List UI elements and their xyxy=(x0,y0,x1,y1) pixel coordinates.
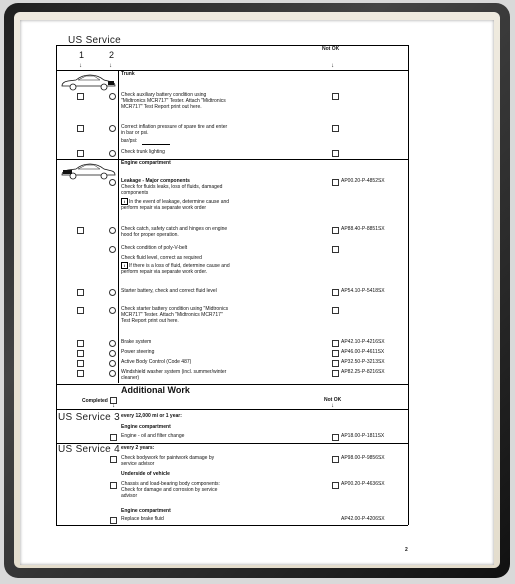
item-text: Windshield washer system (incl. summer/winter cleaner) xyxy=(121,369,227,382)
radio-circle[interactable] xyxy=(109,350,116,357)
radio-circle[interactable] xyxy=(109,150,116,157)
not-ok-label: Not OK xyxy=(324,397,342,403)
page-number: 2 xyxy=(405,547,408,553)
item-text: Check condition of poly-V-belt xyxy=(121,245,188,251)
item-text: Correct inflation pressure of spare tire and enter in bar or psi. xyxy=(121,124,228,137)
not-ok-checkbox[interactable] xyxy=(332,340,339,347)
service-4-item: Check bodywork for paintwork damage by service advisor xyxy=(121,455,215,468)
reference-code: AP00.20-P-4636SX xyxy=(341,481,385,487)
service-4-item: Replace brake fluid xyxy=(121,516,164,522)
checkbox[interactable] xyxy=(77,340,84,347)
checkbox[interactable] xyxy=(77,150,84,157)
item-note-text: In the event of leakage, determine cause and perform repair via separate work order xyxy=(121,198,230,212)
reference-code: AP46.00-P-4611SX xyxy=(341,349,385,355)
not-ok-header: Not OK xyxy=(322,46,340,52)
reference-code: AP18.00-P-1811SX xyxy=(341,433,385,439)
document-page xyxy=(20,20,494,565)
table-rule xyxy=(56,525,408,526)
checkbox[interactable] xyxy=(77,289,84,296)
arrow-down-icon: ↓ xyxy=(331,63,334,69)
item-text: Active Body Control (Code 487) xyxy=(121,359,192,365)
checkbox[interactable] xyxy=(110,517,117,524)
item-text: Brake system xyxy=(121,339,152,345)
info-icon: i xyxy=(121,198,128,205)
arrow-down-icon: ↓ xyxy=(109,63,112,69)
item-heading: Leakage - Major components xyxy=(121,178,190,184)
reference-code: AP54.10-P-5418SX xyxy=(341,288,385,294)
not-ok-checkbox[interactable] xyxy=(332,456,339,463)
column-1-label: 1 xyxy=(79,50,85,60)
reference-code: AP32.50-P-3213SX xyxy=(341,359,385,365)
service-4-interval: every 2 years: xyxy=(121,445,155,451)
not-ok-checkbox[interactable] xyxy=(332,482,339,489)
not-ok-checkbox[interactable] xyxy=(332,179,339,186)
not-ok-checkbox[interactable] xyxy=(332,350,339,357)
item-text: Check auxiliary battery condition using "Midtronics MCR717" Tester. Attach "Midtronics MCR717" Test Report print out here. xyxy=(121,92,226,111)
not-ok-checkbox[interactable] xyxy=(332,246,339,253)
service-3-item: Engine - oil and filter change xyxy=(121,433,185,439)
service-4-title: US Service 4 xyxy=(58,444,120,455)
checkbox[interactable] xyxy=(77,360,84,367)
radio-circle[interactable] xyxy=(109,370,116,377)
item-note-text: If there is a loss of fluid, determine cause and perform repair via separate work order. xyxy=(121,262,230,276)
checkbox[interactable] xyxy=(77,350,84,357)
item-text: Check fluid level, correct as required xyxy=(121,255,202,261)
table-rule xyxy=(56,384,408,385)
checkbox[interactable] xyxy=(110,482,117,489)
not-ok-checkbox[interactable] xyxy=(332,360,339,367)
not-ok-checkbox[interactable] xyxy=(332,307,339,314)
arrow-down-icon: ↓ xyxy=(79,63,82,69)
input-line[interactable] xyxy=(142,144,170,145)
service-3-title: US Service 3 xyxy=(58,412,120,423)
radio-circle[interactable] xyxy=(109,307,116,314)
not-ok-checkbox[interactable] xyxy=(332,289,339,296)
item-text: Check catch, safety catch and hinges on engine hood for proper operation. xyxy=(121,226,228,239)
not-ok-checkbox[interactable] xyxy=(332,93,339,100)
item-note xyxy=(121,262,231,275)
not-ok-checkbox[interactable] xyxy=(332,370,339,377)
item-text: Check starter battery condition using "Midtronics MCR717" Tester. Attach "Midtronics MCR717" Test Report print out here. xyxy=(121,306,229,325)
radio-circle[interactable] xyxy=(109,289,116,296)
radio-circle[interactable] xyxy=(109,246,116,253)
car-trunk-icon xyxy=(60,73,116,91)
table-rule xyxy=(56,45,408,46)
item-text: bar/psi: xyxy=(121,138,138,144)
table-rule xyxy=(56,409,408,410)
table-border-right xyxy=(408,45,409,525)
column-2-label: 2 xyxy=(109,50,115,60)
checkbox[interactable] xyxy=(77,125,84,132)
service-4-item: Chassis and load-bearing body components: Check for damage and corrosion by service advisor xyxy=(121,481,220,500)
service-4-section: Engine compartment xyxy=(121,508,171,514)
checkbox[interactable] xyxy=(110,456,117,463)
not-ok-checkbox[interactable] xyxy=(332,150,339,157)
radio-circle[interactable] xyxy=(109,179,116,186)
not-ok-checkbox[interactable] xyxy=(332,434,339,441)
additional-work-title: Additional Work xyxy=(121,385,190,395)
info-icon: i xyxy=(121,262,128,269)
arrow-down-icon: ↓ xyxy=(112,403,115,409)
item-text: Starter battery, check and correct fluid level xyxy=(121,288,217,294)
column-divider xyxy=(118,70,119,383)
table-border-left xyxy=(56,45,57,525)
radio-circle[interactable] xyxy=(109,360,116,367)
item-text: Check for fluids leaks, loss of fluids, damaged components xyxy=(121,184,223,197)
radio-circle[interactable] xyxy=(109,227,116,234)
radio-circle[interactable] xyxy=(109,125,116,132)
reference-code: AP82.25-P-8216SX xyxy=(341,369,385,375)
item-text: Power steering xyxy=(121,349,155,355)
completed-label: Completed xyxy=(82,398,108,404)
checkbox[interactable] xyxy=(110,434,117,441)
checkbox[interactable] xyxy=(77,370,84,377)
service-4-section: Underside of vehicle xyxy=(121,471,170,477)
checkbox[interactable] xyxy=(77,93,84,100)
item-note xyxy=(121,198,231,211)
table-rule xyxy=(56,159,408,160)
reference-code: AP42.10-P-4216SX xyxy=(341,339,385,345)
reference-code: AP88.40-P-8851SX xyxy=(341,226,385,232)
car-engine-icon xyxy=(60,162,116,180)
checkbox[interactable] xyxy=(77,227,84,234)
reference-code: AP98.00-P-9856SX xyxy=(341,455,385,461)
checkbox[interactable] xyxy=(77,307,84,314)
radio-circle[interactable] xyxy=(109,93,116,100)
not-ok-checkbox[interactable] xyxy=(332,125,339,132)
table-rule xyxy=(56,70,408,71)
arrow-down-icon: ↓ xyxy=(331,403,334,409)
item-text: Check trunk lighting xyxy=(121,149,165,155)
reference-code: AP00.20-P-4852SX xyxy=(341,178,385,184)
service-3-interval: every 12,000 mi or 1 year: xyxy=(121,413,182,419)
section-trunk: Trunk xyxy=(121,71,135,77)
section-engine: Engine compartment xyxy=(121,160,171,166)
service-3-section: Engine compartment xyxy=(121,424,171,430)
radio-circle[interactable] xyxy=(109,340,116,347)
page-title: US Service xyxy=(68,35,122,46)
not-ok-checkbox[interactable] xyxy=(332,227,339,234)
reference-code: AP42.00-P-4206SX xyxy=(341,516,385,522)
